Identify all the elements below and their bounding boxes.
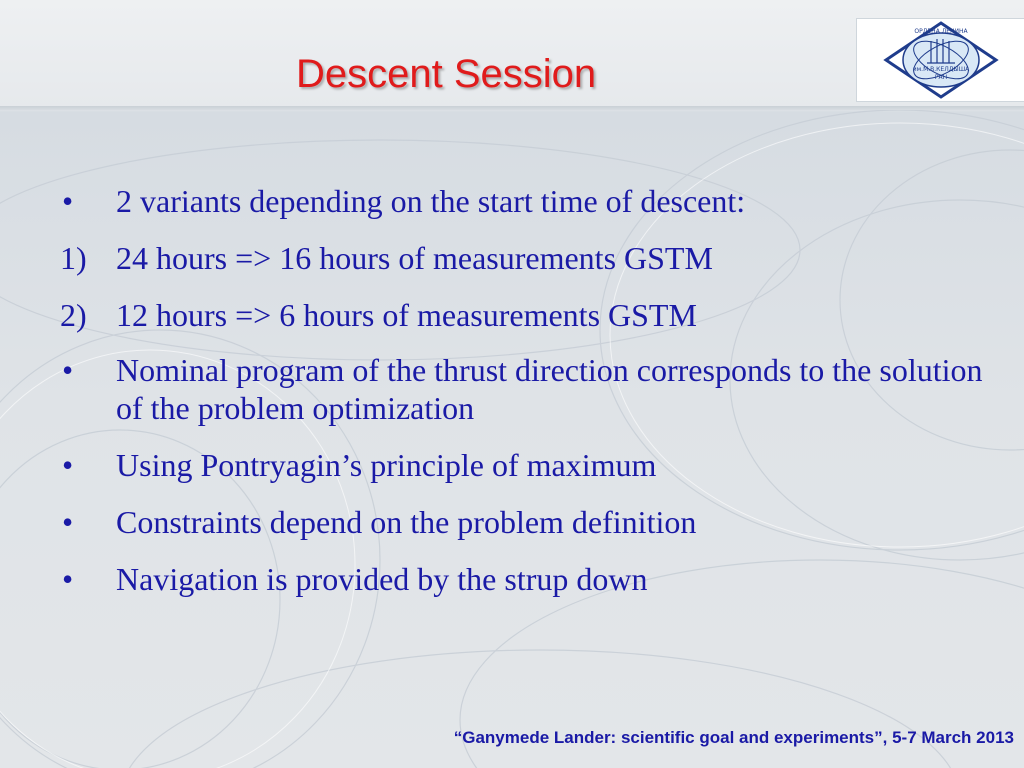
list-item-text: Nominal program of the thrust direction corresponds to the solution of the problem optimization [116, 352, 983, 426]
content-list [60, 182, 990, 617]
number-marker: 2) [60, 297, 87, 333]
bullet-marker: • [62, 504, 74, 540]
list-item-text: Navigation is provided by the strup down [116, 561, 648, 597]
list-item-text: 24 hours => 16 hours of measurements GSTM [116, 240, 713, 276]
list-item-text: 2 variants depending on the start time of descent: [116, 183, 746, 219]
list-item [60, 446, 990, 484]
list-item [60, 351, 990, 427]
logo-panel [856, 18, 1024, 102]
list-item-text: 12 hours => 6 hours of measurements GSTM [116, 297, 697, 333]
svg-text:им.М.В.КЕЛДЫША: им.М.В.КЕЛДЫША [912, 66, 970, 73]
list-item [60, 239, 990, 277]
list-item-text: Constraints depend on the problem definition [116, 504, 697, 540]
keldysh-institute-logo [857, 19, 1024, 101]
list-item [60, 560, 990, 598]
bullet-marker: • [62, 183, 74, 219]
slide-footer: “Ganymede Lander: scientific goal and experiments”, 5-7 March 2013 [453, 728, 1014, 747]
bullet-marker: • [62, 352, 74, 388]
bullet-marker: • [62, 561, 74, 597]
list-item [60, 503, 990, 541]
list-item-text: Using Pontryagin’s principle of maximum [116, 447, 657, 483]
svg-text:РАН: РАН [934, 74, 948, 81]
svg-text:ОРДЕНА ЛЕНИНА: ОРДЕНА ЛЕНИНА [914, 28, 968, 35]
list-item [60, 182, 990, 220]
header-divider [0, 106, 1024, 110]
slide-title: Descent Session [296, 52, 597, 96]
list-item [60, 296, 990, 334]
bullet-marker: • [62, 447, 74, 483]
number-marker: 1) [60, 240, 87, 276]
